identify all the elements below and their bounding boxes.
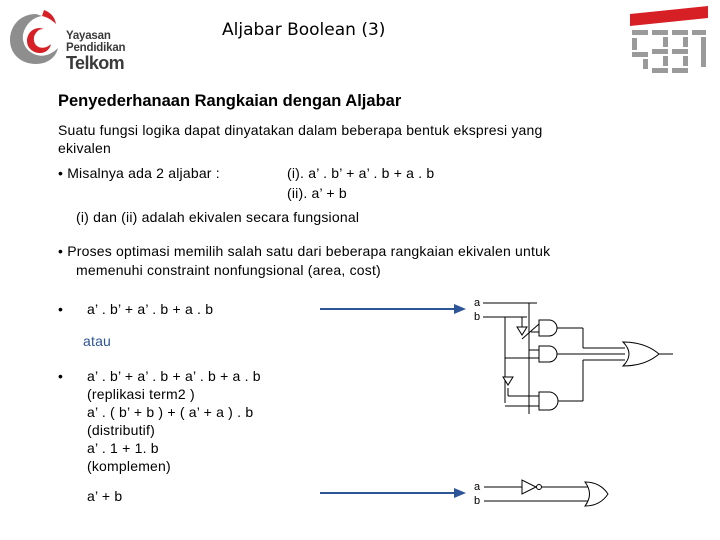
- foundation-logo: [6, 8, 136, 73]
- expression-i: (i). a’ . b’ + a’ . b + a . b: [287, 165, 435, 181]
- ministry-emblem-icon: [626, 4, 712, 78]
- intro-line-2: ekivalen: [58, 140, 111, 156]
- arrow-to-circuit-bottom-icon: [318, 486, 468, 500]
- step-3-note: (komplemen): [87, 458, 171, 474]
- arrow-to-circuit-top-icon: [318, 302, 468, 316]
- slide-title: Aljabar Boolean (3): [222, 20, 386, 40]
- circuit-bottom-input-a: a: [474, 481, 481, 493]
- bullet-optimization-line-2: memenuhi constraint nonfungsional (area, cost): [76, 262, 381, 278]
- logo-line-1: Yayasan: [66, 30, 111, 42]
- step-1-note: (replikasi term2 ): [87, 386, 195, 402]
- section-heading: Penyederhanaan Rangkaian dengan Aljabar: [58, 92, 402, 110]
- logo-line-3: Telkom: [66, 53, 125, 73]
- step-2: a’ . ( b’ + b ) + ( a’ + a ) . b: [87, 404, 254, 420]
- atau-label: atau: [83, 333, 112, 349]
- bullet-marker: •: [58, 368, 64, 384]
- equivalence-note: (i) dan (ii) adalah ekivalen secara fungsional: [76, 209, 360, 225]
- step-result: a’ + b: [87, 488, 123, 504]
- intro-line-1: Suatu fungsi logika dapat dinyatakan dalam beberapa bentuk ekspresi yang: [58, 122, 543, 138]
- original-expression: a’ . b’ + a’ . b + a . b: [87, 301, 214, 317]
- circuit-bottom-input-b: b: [474, 495, 481, 507]
- step-3: a’ . 1 + 1. b: [87, 440, 159, 456]
- bullet-marker: •: [58, 301, 64, 317]
- bullet-optimization-line-1: • Proses optimasi memilih salah satu dari beberapa rangkaian ekivalen untuk: [58, 243, 551, 259]
- expression-ii: (ii). a’ + b: [287, 185, 347, 201]
- bullet-example-label: • Misalnya ada 2 aljabar :: [58, 165, 220, 181]
- step-2-note: (distributif): [87, 422, 155, 438]
- telkom-swirl-icon: [6, 8, 66, 70]
- circuit-diagram-simplified: [470, 470, 610, 510]
- circuit-diagram-original: [475, 292, 675, 416]
- circuit-top-input-b: b: [474, 311, 481, 323]
- step-1: a’ . b’ + a’ . b + a’ . b + a . b: [87, 368, 261, 384]
- logo-line-2: Pendidikan: [66, 42, 126, 54]
- circuit-top-input-a: a: [474, 297, 481, 309]
